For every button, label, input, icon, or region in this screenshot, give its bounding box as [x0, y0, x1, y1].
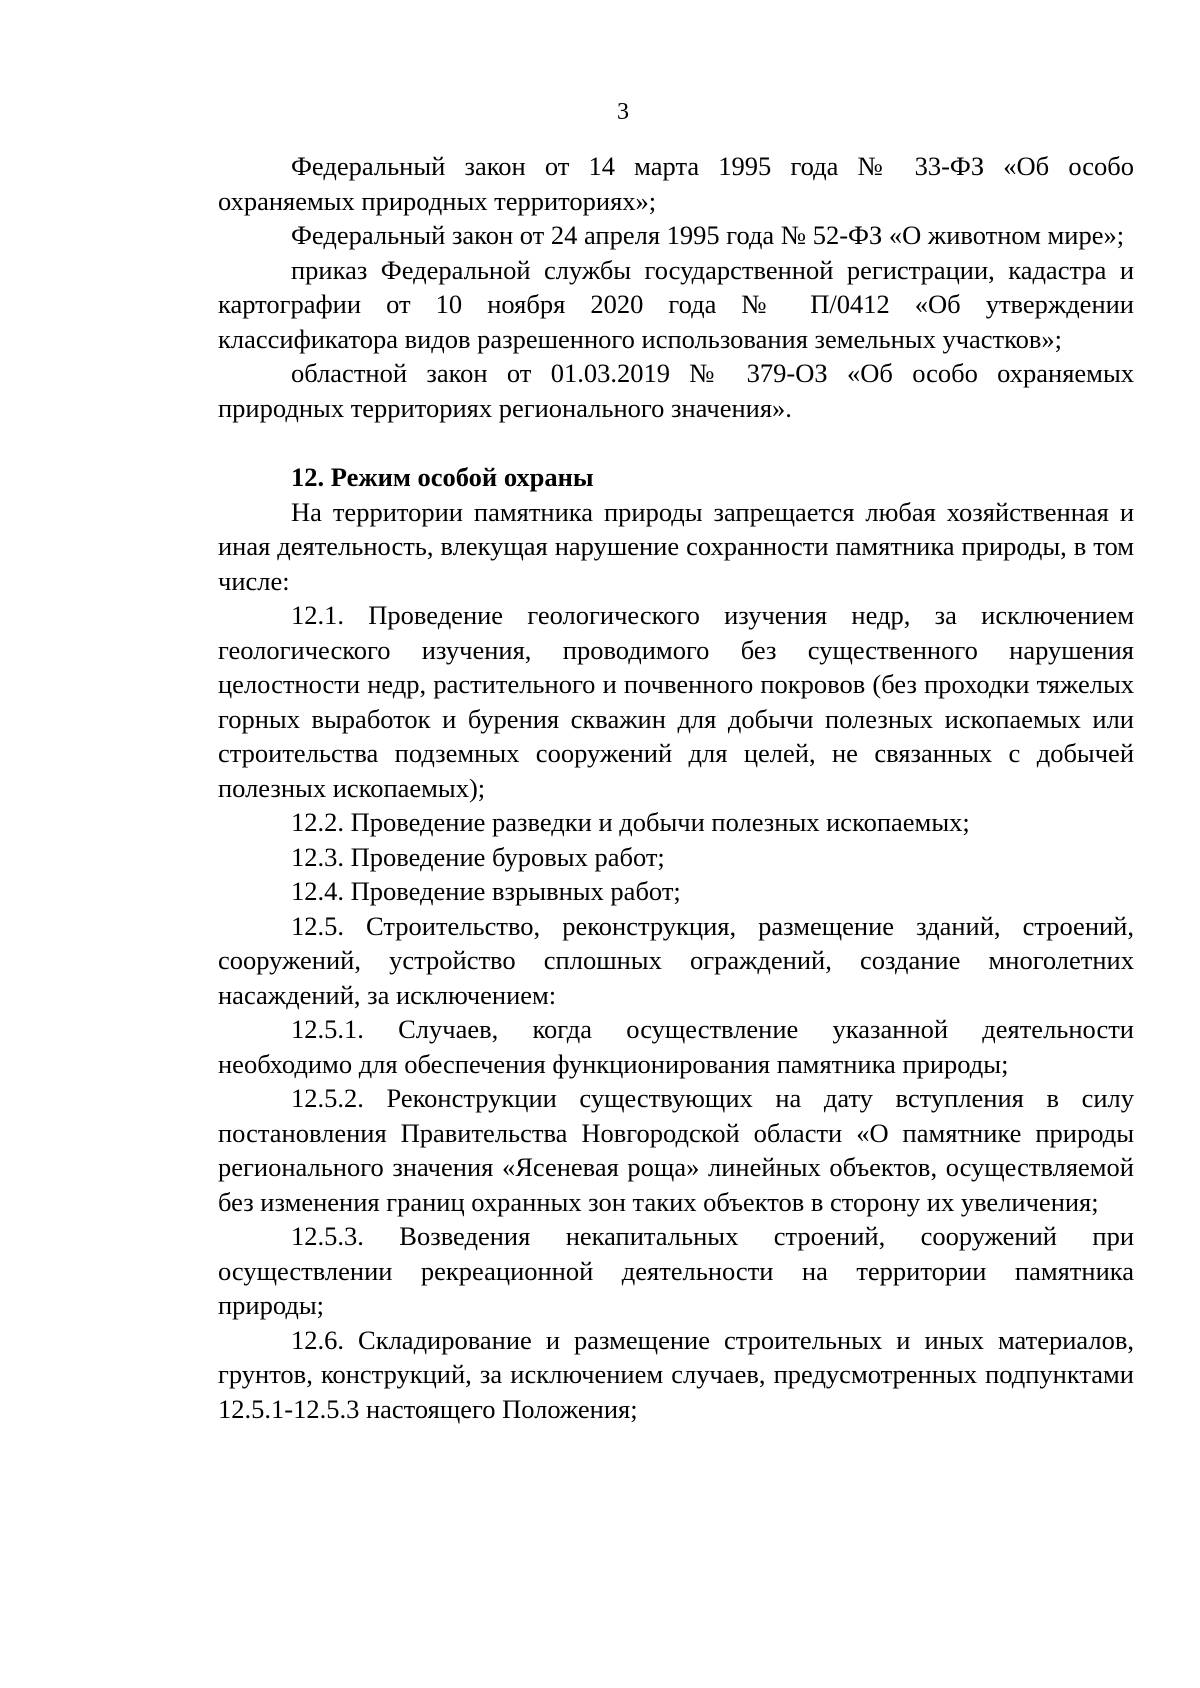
paragraph-12-6: 12.6. Складирование и размещение строительных и иных материалов, грунтов, конструкций, за исключением случаев, предусмотренных подпунктами 12.5.1-12.5.3 настоящего Положения; — [218, 1324, 1134, 1424]
paragraph-12-5-3: 12.5.3. Возведения некапитальных строений, сооружений при осуществлении рекреационной деятельности на территории памятника природы; — [218, 1221, 1134, 1320]
paragraph-12-2: 12.2. Проведение разведки и добычи полезных ископаемых; — [291, 807, 970, 837]
paragraph-12-5: 12.5. Строительство, реконструкция, размещение зданий, строений, сооружений, устройство сплошных ограждений, создание многолетних насаждений, за исключением: — [218, 910, 1134, 1010]
paragraph-12-4: 12.4. Проведение взрывных работ; — [291, 876, 681, 906]
paragraph-regional-law-379oz: областной закон от 01.03.2019 № 379-ОЗ «Об особо охраняемых природных территориях регионального значения». — [218, 358, 1134, 423]
page-number: 3 — [617, 99, 629, 125]
paragraph-intro: На территории памятника природы запрещается любая хозяйственная и иная деятельность, влекущая нарушение сохранности памятника природы, в том числе: — [218, 496, 1134, 596]
paragraph-law-52fz: Федеральный закон от 24 апреля 1995 года № 52-ФЗ «О животном мире»; — [291, 220, 1125, 250]
document-body — [218, 149, 1134, 1426]
paragraph-12-3: 12.3. Проведение буровых работ; — [291, 841, 665, 872]
paragraph-12-5-2: 12.5.2. Реконструкции существующих на дату вступления в силу постановления Правительства Новгородской области «О памятнике природы регионального значения «Ясеневая роща» линейных объектов, осуществляемой без изменения границ охранных зон таких объектов в сторону их увеличения; — [218, 1083, 1134, 1217]
paragraph-order-p0412: приказ Федеральной службы государственной регистрации, кадастра и картографии от 10 ноября 2020 года № П/0412 «Об утверждении классификатора видов разрешенного использования земельных участков»; — [218, 254, 1134, 354]
paragraph-12-5-1: 12.5.1. Случаев, когда осуществление указанной деятельности необходимо для обеспечения функционирования памятника природы; — [218, 1014, 1134, 1079]
paragraph-12-1: 12.1. Проведение геологического изучения недр, за исключением геологического изучения, проводимого без существенного нарушения целостности недр, растительного и почвенного покровов (без проходки тяжелых горных выработок и бурения скважин для добычи полезных ископаемых или строительства подземных сооружений для целей, не связанных с добычей полезных ископаемых); — [218, 600, 1134, 803]
section-heading: 12. Режим особой охраны — [291, 462, 594, 492]
paragraph-law-33fz: Федеральный закон от 14 марта 1995 года № 33-ФЗ «Об особо охраняемых природных территориях»; — [218, 151, 1134, 216]
